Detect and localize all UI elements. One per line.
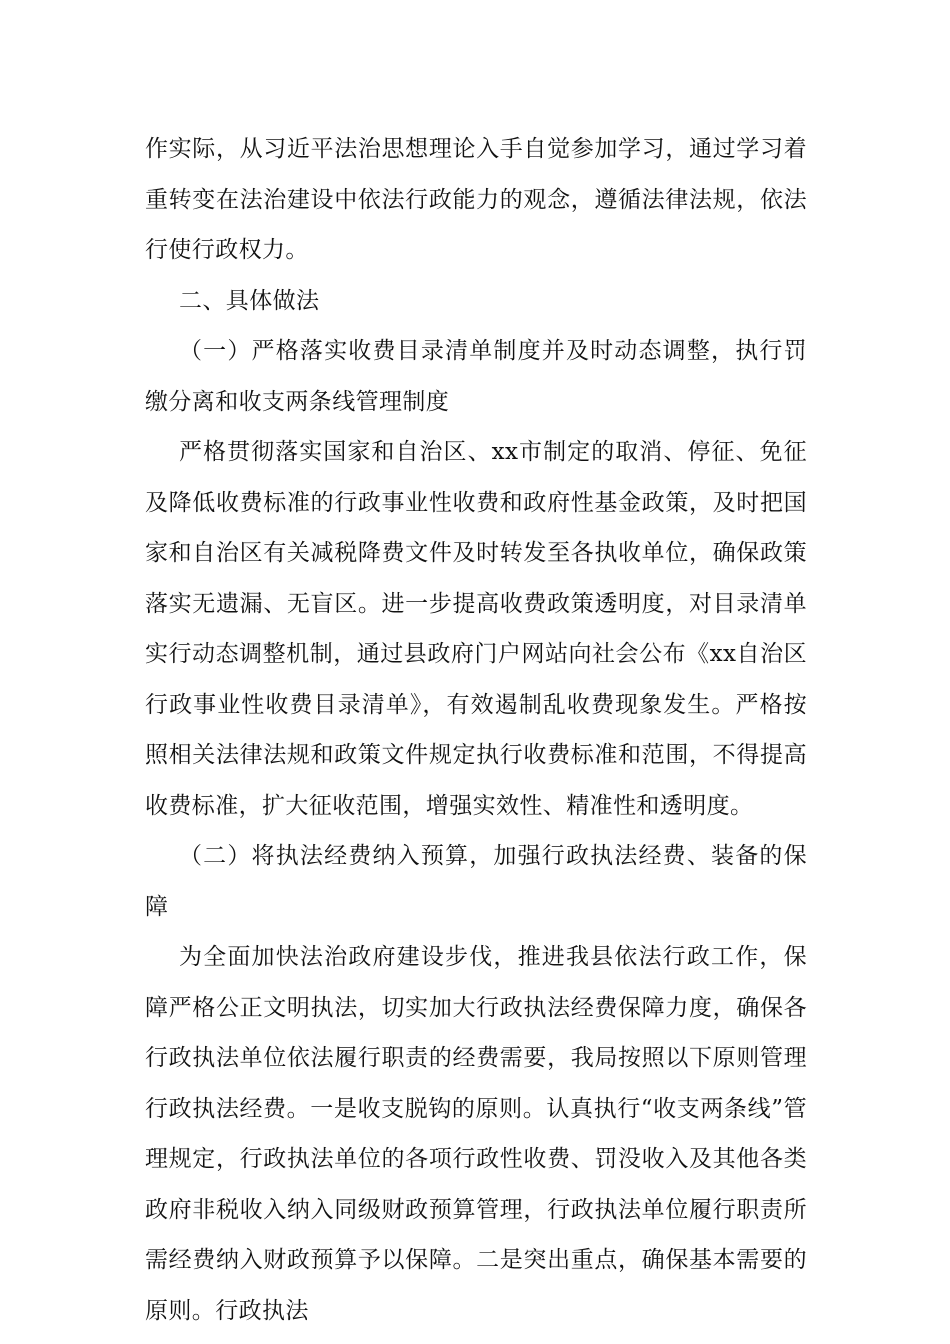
paragraph-enforcement-funding: 为全面加快法治政府建设步伐，推进我县依法行政工作，保障严格公正文明执法，切实加大行政执法经费保障力度，确保各行政执法单位依法履行职责的经费需要，我局按照以下原则管理行政执法经费。一是收支脱钩的原则。认真执行“收支两条线”管理规定，行政执法单位的各项行政性收费、罚没收入及其他各类政府非税收入纳入同级财政预算管理，行政执法单位履行职责所需经费纳入财政预算予以保障。二是突出重点，确保基本需要的原则。行政执法 [145, 944, 807, 1324]
sub-heading-2: （二）将执法经费纳入预算，加强行政执法经费、装备的保障 [145, 843, 807, 920]
section-heading: 二、具体做法 [179, 287, 320, 314]
paragraph-continued: 作实际，从习近平法治思想理论入手自觉参加学习，通过学习着重转变在法治建设中依法行政能力的观念，遵循法律法规，依法行使行政权力。 [145, 136, 807, 263]
paragraph-fee-catalog: 严格贯彻落实国家和自治区、xx市制定的取消、停征、免征及降低收费标准的行政事业性收费和政府性基金政策，及时把国家和自治区有关减税降费文件及时转发至各执收单位，确保政策落实无遗漏、无盲区。进一步提高收费政策透明度，对目录清单实行动态调整机制，通过县政府门户网站向社会公布《xx自治区行政事业性收费目录清单》，有效遏制乱收费现象发生。严格按照相关法律法规和政策文件规定执行收费标准和范围，不得提高收费标准，扩大征收范围，增强实效性、精准性和透明度。 [145, 439, 807, 819]
sub-heading-1: （一）严格落实收费目录清单制度并及时动态调整，执行罚缴分离和收支两条线管理制度 [145, 338, 807, 415]
document-body [145, 124, 807, 1336]
